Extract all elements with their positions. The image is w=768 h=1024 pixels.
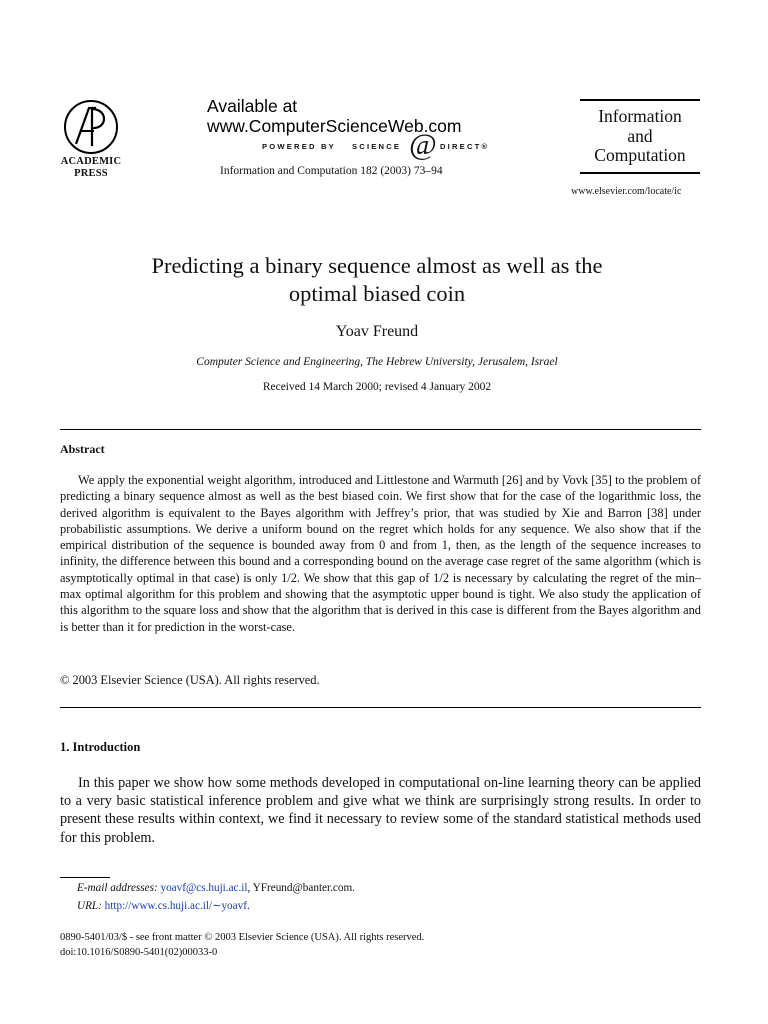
powered-by-sciencedirect — [262, 128, 498, 161]
computer-science-web-link[interactable]: www.ComputerScienceWeb.com — [207, 116, 462, 136]
journal-title-line2: and — [627, 125, 653, 146]
email-link-primary[interactable]: yoavf@cs.huji.ac.il — [160, 882, 248, 894]
paper-title-line2: optimal biased coin — [288, 281, 466, 306]
email-secondary: , YFreund@banter.com. — [247, 882, 355, 894]
journal-bottom-rule — [580, 172, 700, 174]
doi-line: doi:10.1016/S0890-5401(02)00033-0 — [60, 947, 218, 958]
paper-title-line1: Predicting a binary sequence almost as well as the — [151, 253, 603, 278]
section-heading-introduction: 1. Introduction — [60, 740, 141, 754]
available-at-label: Available at — [207, 96, 298, 116]
abstract-text: We apply the exponential weight algorithm, introduced and Littlestone and Warmuth [26] and by Vovk [35] to the problem of predicting a binary sequence almost as well as the best biased coin. We first show that for the case of the logarithmic loss, the derived algorithm is equivalent to the Bayes algorithm with Jeffrey’s prior, that was studied by Xie and Barron [38] under probabilistic assumptions. We derive a uniform bound on the regret which holds for any sequence. We also show that if the empirical distribution of the sequence is bounded away from 0 and from 1, then, as the length of the sequence increases to infinity, the difference between this bound and a corresponding bound on the average case regret of the same algorithm (which is asymptotically optimal in that case) is only 1/2. We show that this gap of 1/2 is necessary by calculating the regret of the min–max optimal algorithm for this problem and showing that the asymptotic upper bound is tight. We also study the application of this algorithm to the square loss and show that the algorithm that is derived in this case is different from the Bayes algorithm and is better than it for prediction in the worst-case. — [60, 473, 701, 634]
powered-by-label: POWERED BY — [262, 142, 336, 151]
front-matter-line: 0890-5401/03/$ - see front matter © 2003 Elsevier Science (USA). All rights reserved. — [60, 932, 425, 943]
received-dates: Received 14 March 2000; revised 4 January 2002 — [262, 381, 492, 393]
sciencedirect-at-icon: @ — [409, 128, 437, 161]
direct-label: DIRECT® — [440, 142, 490, 151]
url-end: . — [246, 900, 250, 912]
email-label: E-mail addresses: — [77, 882, 158, 894]
journal-top-rule — [580, 99, 700, 101]
introduction-paragraph: In this paper we show how some methods developed in computational on-line learning theory can be applied to a very basic statistical inference problem and give what we think are surprisingly strong results. In order to present these results within context, we find it necessary to review some of the standard statistical methods used for this problem. — [60, 775, 701, 846]
publisher-name-line2: PRESS — [74, 168, 108, 179]
abstract-bottom-rule — [60, 707, 701, 708]
author-homepage-link[interactable]: http://www.cs.huji.ac.il/∼yoavf — [104, 900, 247, 912]
footnote-rule — [60, 877, 110, 878]
author-name: Yoav Freund — [335, 323, 419, 340]
abstract-top-rule — [60, 429, 701, 430]
url-label: URL: — [77, 900, 102, 912]
abstract-copyright: © 2003 Elsevier Science (USA). All rights reserved. — [60, 673, 320, 687]
academic-press-emblem-icon — [62, 98, 120, 156]
footnote-email — [77, 882, 355, 894]
journal-title — [580, 107, 700, 166]
journal-title-line1: Information — [598, 106, 682, 126]
author-affiliation: Computer Science and Engineering, The Hebrew University, Jerusalem, Israel — [196, 356, 558, 368]
paper-title — [60, 252, 694, 308]
journal-url[interactable]: www.elsevier.com/locate/ic — [571, 186, 682, 197]
footnote-url — [77, 899, 250, 912]
journal-title-line3: Computation — [594, 145, 686, 165]
science-label: SCIENCE — [352, 142, 402, 151]
journal-citation: Information and Computation 182 (2003) 73–94 — [220, 165, 443, 177]
publisher-name-line1: ACADEMIC — [60, 156, 122, 167]
abstract-heading: Abstract — [60, 442, 105, 456]
publisher-logo — [58, 98, 124, 180]
